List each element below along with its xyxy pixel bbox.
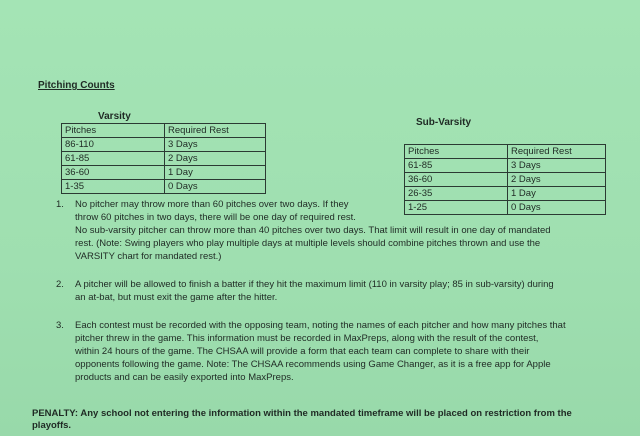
pitches-cell: 26-35	[405, 187, 508, 201]
rest-cell: 1 Day	[508, 187, 606, 201]
rest-cell: 0 Days	[165, 180, 266, 194]
table-header-row	[405, 145, 606, 159]
section-heading: Pitching Counts	[38, 80, 115, 91]
table-row	[62, 138, 266, 152]
table-row	[62, 180, 266, 194]
table-row	[405, 201, 606, 215]
rule-number: 1.	[56, 199, 64, 210]
pitches-cell: 61-85	[62, 152, 165, 166]
rule-3-line-4: opponents following the game. Note: The CHSAA recommends using Game Changer, as it is a free app for Apple	[75, 359, 551, 370]
table-row	[62, 152, 266, 166]
rule-1-line-3: No sub-varsity pitcher can throw more than 40 pitches over two days. That limit will result in one day of mandated	[75, 225, 551, 236]
rule-3-line-2: pitcher threw in the game. This information must be recorded in MaxPreps, along with the result of the contest,	[75, 333, 539, 344]
penalty-statement: PENALTY: Any school not entering the information within the mandated timeframe will be placed on restriction from the playoffs.	[32, 408, 572, 431]
varsity-table	[61, 123, 266, 194]
varsity-caption: Varsity	[98, 111, 131, 122]
rule-1-line-5: VARSITY chart for mandated rest.)	[75, 251, 222, 262]
rest-cell: 3 Days	[165, 138, 266, 152]
rest-cell: 0 Days	[508, 201, 606, 215]
rule-3-line-1: Each contest must be recorded with the opposing team, noting the names of each pitcher and how many pitches that	[75, 320, 566, 331]
table-row	[405, 187, 606, 201]
rule-3-line-5: products and can be easily exported into MaxPreps.	[75, 372, 294, 383]
pitches-cell: 36-60	[62, 166, 165, 180]
rest-cell: 2 Days	[508, 173, 606, 187]
table-row	[62, 166, 266, 180]
table-header-row	[62, 124, 266, 138]
table-row	[405, 159, 606, 173]
rule-1-line-1: No pitcher may throw more than 60 pitches over two days. If they	[75, 199, 349, 210]
header-cell: Required Rest	[508, 145, 606, 159]
rule-1-line-4: rest. (Note: Swing players who play multiple days at multiple levels should combine pitches thrown and use the	[75, 238, 541, 249]
header-cell: Required Rest	[165, 124, 266, 138]
subvarsity-caption: Sub-Varsity	[416, 117, 472, 128]
header-cell: Pitches	[62, 124, 165, 138]
rest-cell: 1 Day	[165, 166, 266, 180]
table-row	[405, 173, 606, 187]
rest-cell: 3 Days	[508, 159, 606, 173]
rule-number: 2.	[56, 279, 64, 290]
pitches-cell: 1-35	[62, 180, 165, 194]
pitches-cell: 1-25	[405, 201, 508, 215]
rule-2-line-2: an at-bat, but must exit the game after the hitter.	[75, 292, 278, 303]
header-cell: Pitches	[405, 145, 508, 159]
pitches-cell: 61-85	[405, 159, 508, 173]
rule-number: 3.	[56, 320, 64, 331]
subvarsity-table	[404, 144, 606, 215]
rule-3-line-3: within 24 hours of the game. The CHSAA will provide a form that each team can complete to share with their	[75, 346, 530, 357]
pitches-cell: 86-110	[62, 138, 165, 152]
rest-cell: 2 Days	[165, 152, 266, 166]
rule-2-line-1: A pitcher will be allowed to finish a batter if they hit the maximum limit (110 in varsity play; 85 in sub-varsity) during	[75, 279, 554, 290]
pitches-cell: 36-60	[405, 173, 508, 187]
rule-1-line-2: throw 60 pitches in two days, there will be one day of required rest.	[75, 212, 356, 223]
